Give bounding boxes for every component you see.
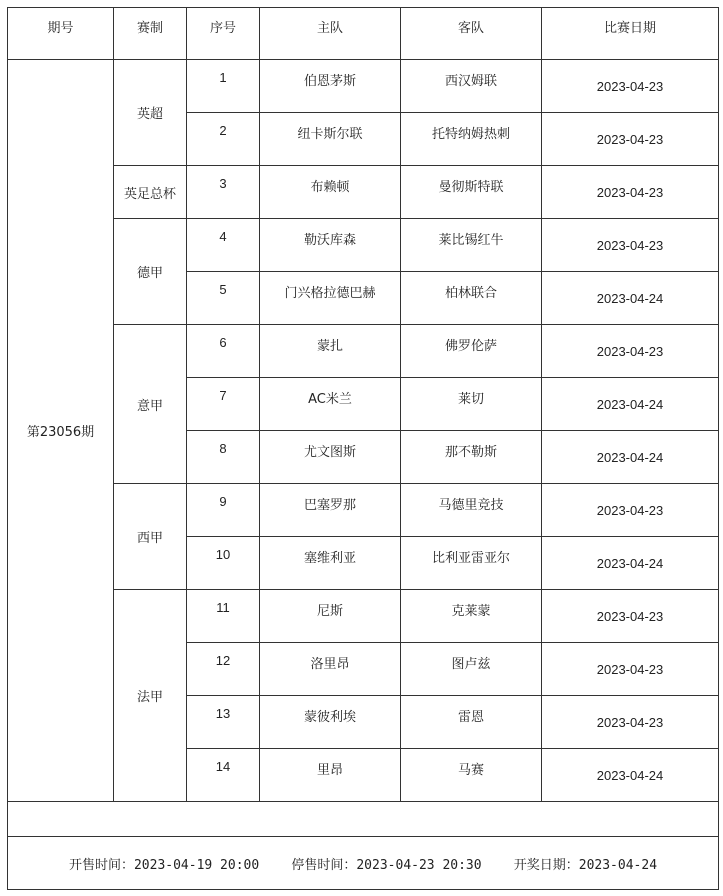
away-team-cell: 图卢兹 xyxy=(401,643,542,696)
seq-cell: 8 xyxy=(187,431,260,484)
footer-cell xyxy=(8,837,719,890)
blank-cell xyxy=(8,802,719,837)
table-row xyxy=(8,325,719,378)
home-team-cell: 巴塞罗那 xyxy=(260,484,401,537)
away-team-cell: 莱切 xyxy=(401,378,542,431)
header-home: 主队 xyxy=(260,8,401,60)
seq-cell: 7 xyxy=(187,378,260,431)
away-team-cell: 马赛 xyxy=(401,749,542,802)
home-team-cell: 纽卡斯尔联 xyxy=(260,113,401,166)
match-date-cell: 2023-04-23 xyxy=(542,325,719,378)
seq-cell: 5 xyxy=(187,272,260,325)
away-team-cell: 克莱蒙 xyxy=(401,590,542,643)
away-team-cell: 马德里竞技 xyxy=(401,484,542,537)
home-team-cell: 塞维利亚 xyxy=(260,537,401,590)
match-date-cell: 2023-04-23 xyxy=(542,643,719,696)
away-team-cell: 佛罗伦萨 xyxy=(401,325,542,378)
period-cell: 第23056期 xyxy=(8,60,114,802)
footer-row xyxy=(8,837,719,890)
draw-date-info xyxy=(514,854,657,873)
seq-cell: 1 xyxy=(187,60,260,113)
match-date-cell: 2023-04-23 xyxy=(542,166,719,219)
header-seq: 序号 xyxy=(187,8,260,60)
header-league: 赛制 xyxy=(114,8,187,60)
league-cell: 英超 xyxy=(114,60,187,166)
league-cell: 法甲 xyxy=(114,590,187,802)
table-row xyxy=(8,219,719,272)
blank-row xyxy=(8,802,719,837)
seq-cell: 4 xyxy=(187,219,260,272)
sale-stop-time: 2023-04-23 20:30 xyxy=(356,857,482,873)
home-team-cell: 蒙扎 xyxy=(260,325,401,378)
match-date-cell: 2023-04-23 xyxy=(542,590,719,643)
match-date-cell: 2023-04-23 xyxy=(542,60,719,113)
match-date-cell: 2023-04-24 xyxy=(542,431,719,484)
home-team-cell: 尤文图斯 xyxy=(260,431,401,484)
home-team-cell: AC米兰 xyxy=(260,378,401,431)
away-team-cell: 曼彻斯特联 xyxy=(401,166,542,219)
sale-stop-label: 停售时间： xyxy=(291,857,357,873)
sale-start-info xyxy=(69,854,259,873)
header-period: 期号 xyxy=(8,8,114,60)
away-team-cell: 柏林联合 xyxy=(401,272,542,325)
away-team-cell: 那不勒斯 xyxy=(401,431,542,484)
seq-cell: 11 xyxy=(187,590,260,643)
header-date: 比赛日期 xyxy=(542,8,719,60)
sale-start-time: 2023-04-19 20:00 xyxy=(133,857,260,873)
header-away: 客队 xyxy=(401,8,542,60)
away-team-cell: 莱比锡红牛 xyxy=(401,219,542,272)
table-row xyxy=(8,166,719,219)
table-row xyxy=(8,590,719,643)
match-schedule-table xyxy=(7,7,719,890)
away-team-cell: 托特纳姆热刺 xyxy=(401,113,542,166)
match-date-cell: 2023-04-24 xyxy=(542,537,719,590)
home-team-cell: 洛里昂 xyxy=(260,643,401,696)
match-date-cell: 2023-04-24 xyxy=(542,378,719,431)
header-row xyxy=(8,8,719,60)
away-team-cell: 西汉姆联 xyxy=(401,60,542,113)
seq-cell: 12 xyxy=(187,643,260,696)
match-date-cell: 2023-04-24 xyxy=(542,272,719,325)
home-team-cell: 里昂 xyxy=(260,749,401,802)
table-row xyxy=(8,484,719,537)
league-cell: 西甲 xyxy=(114,484,187,590)
seq-cell: 14 xyxy=(187,749,260,802)
match-date-cell: 2023-04-24 xyxy=(542,749,719,802)
seq-cell: 2 xyxy=(187,113,260,166)
away-team-cell: 比利亚雷亚尔 xyxy=(401,537,542,590)
league-cell: 意甲 xyxy=(114,325,187,484)
home-team-cell: 蒙彼利埃 xyxy=(260,696,401,749)
sale-start-label: 开售时间： xyxy=(68,857,134,873)
away-team-cell: 雷恩 xyxy=(401,696,542,749)
match-date-cell: 2023-04-23 xyxy=(542,113,719,166)
table-row xyxy=(8,60,719,113)
draw-date-label: 开奖日期： xyxy=(513,857,579,873)
match-date-cell: 2023-04-23 xyxy=(542,484,719,537)
draw-date: 2023-04-24 xyxy=(578,857,658,873)
seq-cell: 6 xyxy=(187,325,260,378)
match-date-cell: 2023-04-23 xyxy=(542,696,719,749)
league-cell: 德甲 xyxy=(114,219,187,325)
home-team-cell: 勒沃库森 xyxy=(260,219,401,272)
match-date-cell: 2023-04-23 xyxy=(542,219,719,272)
league-cell: 英足总杯 xyxy=(114,166,187,219)
seq-cell: 10 xyxy=(187,537,260,590)
seq-cell: 3 xyxy=(187,166,260,219)
sale-stop-info xyxy=(291,854,481,873)
home-team-cell: 布赖顿 xyxy=(260,166,401,219)
home-team-cell: 门兴格拉德巴赫 xyxy=(260,272,401,325)
home-team-cell: 伯恩茅斯 xyxy=(260,60,401,113)
seq-cell: 13 xyxy=(187,696,260,749)
seq-cell: 9 xyxy=(187,484,260,537)
home-team-cell: 尼斯 xyxy=(260,590,401,643)
